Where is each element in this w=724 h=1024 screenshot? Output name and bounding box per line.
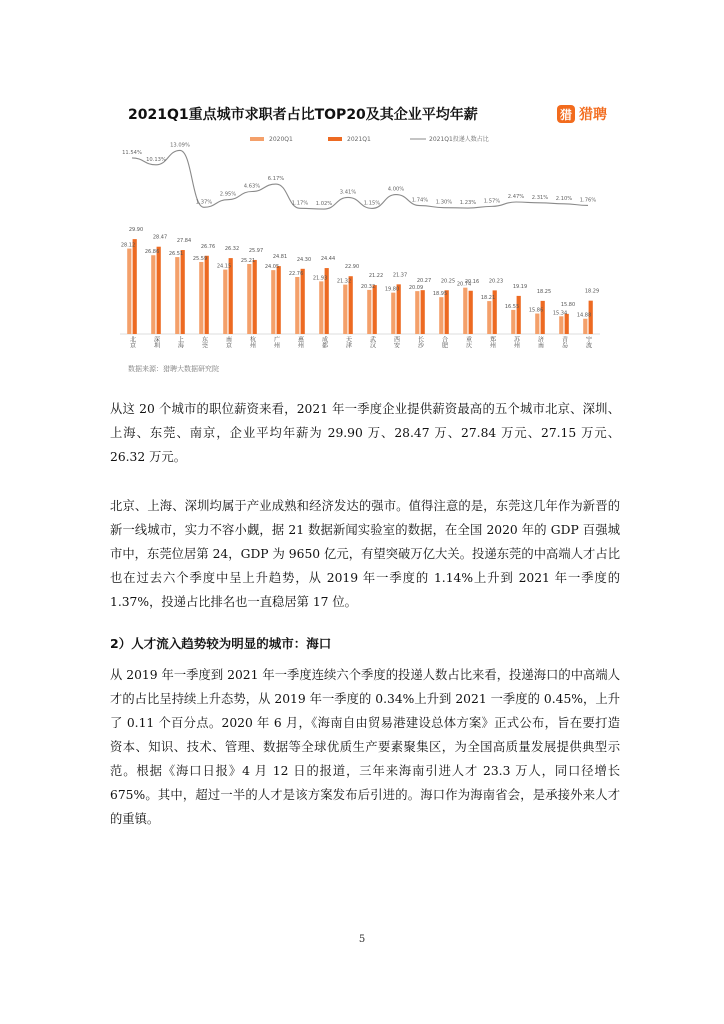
category-label: 惠州	[296, 336, 304, 348]
bar-label-2021: 21.22	[368, 273, 384, 280]
bar-2020	[319, 281, 323, 334]
category-label: 北京	[128, 336, 136, 348]
bar-2020	[295, 277, 299, 334]
share-label: 1.37%	[195, 199, 213, 206]
bar-label-2020: 25.59	[192, 255, 208, 262]
category-label: 杭州	[248, 336, 256, 348]
brand	[557, 104, 607, 124]
bar-label-2021: 26.76	[200, 243, 216, 250]
bar-2021	[253, 260, 257, 334]
category-label: 宁波	[584, 336, 592, 348]
salary-share-chart	[110, 128, 610, 364]
legend-swatch-1	[328, 137, 342, 141]
bar-label-2020: 14.88	[576, 312, 592, 319]
bar-2021	[277, 266, 281, 334]
bar-2021	[469, 291, 473, 334]
bar-label-2020: 21.32	[336, 278, 352, 285]
category-label: 长沙	[416, 336, 424, 348]
category-label: 武汉	[368, 336, 376, 348]
bar-2020	[535, 314, 539, 334]
category-label: 东莞	[200, 336, 208, 348]
share-label: 3.41%	[339, 189, 357, 196]
category-label: 天津	[344, 336, 352, 348]
paragraph-dongguan: 北京、上海、深圳均属于产业成熟和经济发达的强市。值得注意的是，东莞这几年作为新晋的新一线城市，实力不容小觑，据 21 数据新闻实验室的数据，在全国 2020 年的 GDP 百强城市中，东莞位居第 24，GDP 为 9650 亿元，有望突破万亿大关。投递东莞的中高端人才占比也在过去六个季度中呈上升趋势，从 2019 年一季度的 1.14%上升到 2021 年一季度的 1.37%，投递占比排名也一直稳居第 17 位。	[110, 499, 620, 609]
share-label: 1.30%	[435, 199, 453, 206]
liepin-logo-icon: 猎	[557, 105, 575, 123]
bar-label-2021: 29.90	[128, 227, 144, 234]
bar-label-2021: 24.81	[272, 254, 288, 261]
bar-label-2020: 22.76	[288, 270, 304, 277]
category-label: 西安	[392, 336, 400, 348]
bar-label-2020: 18.21	[480, 295, 496, 302]
bar-2020	[487, 301, 491, 334]
chart-source: 数据来源：猎聘大数据研究院	[128, 365, 219, 373]
bar-label-2020: 25.21	[240, 257, 256, 264]
legend-swatch-0	[250, 137, 264, 141]
bar-2021	[541, 301, 545, 334]
category-label: 郑州	[488, 336, 496, 348]
page-number: 5	[358, 934, 366, 945]
category-label: 广州	[272, 336, 280, 348]
bar-label-2021: 28.47	[152, 234, 168, 241]
bar-label-2021: 27.84	[176, 238, 192, 245]
bar-label-2021: 21.37	[392, 272, 408, 279]
share-label: 1.57%	[483, 198, 501, 205]
paragraph-salary: 从这 20 个城市的职位薪资来看，2021 年一季度企业提供薪资最高的五个城市北京、深圳、上海、东莞、南京，企业平均年薪为 29.90 万、28.47 万、27.84 万元、27.15 万元、26.32 万元。	[110, 402, 620, 464]
bar-2020	[559, 316, 563, 334]
share-label: 10.13%	[146, 156, 166, 163]
bar-label-2020: 16.55	[504, 303, 520, 310]
paragraph-haikou: 从 2019 年一季度到 2021 年一季度连续六个季度的投递人数占比来看，投递海口的中高端人才的占比呈持续上升态势，从 2019 年一季度的 0.34%上升到 2021 一季度的 0.45%，上升了 0.11 个百分点。2020 年 6 月，《海南自由贸易港建设总体方案》正式公布，旨在要打造资本、知识、技术、管理、数据等全球优质生产要素聚集区，为全国高质量发展提供典型示范。根据《海口日报》4 月 12 日的报道，三年来海南引进人才 23.3 万人，同口径增长 675%。其中，超过一半的人才是该方案发布后引进的。海口作为海南省会，是承接外来人才的重镇。	[110, 668, 620, 826]
bar-2020	[271, 270, 275, 334]
bar-2020	[199, 262, 203, 334]
bar-label-2020: 24.15	[216, 263, 232, 270]
bar-label-2021: 20.25	[440, 278, 456, 285]
bar-2021	[157, 247, 161, 334]
share-label: 1.76%	[579, 197, 597, 204]
bar-2020	[151, 255, 155, 334]
bar-label-2021: 19.19	[512, 283, 528, 290]
category-label: 济南	[536, 336, 544, 348]
bar-label-2021: 22.90	[344, 264, 360, 271]
bar-2021	[133, 239, 137, 334]
category-label: 成都	[320, 336, 328, 348]
bar-label-2021: 24.44	[320, 256, 336, 263]
bar-label-2020: 28.12	[120, 242, 136, 249]
bar-2020	[583, 319, 587, 334]
section-heading-haikou: 2）人才流入趋势较为明显的城市：海口	[110, 636, 332, 651]
share-label: 13.09%	[170, 142, 190, 149]
bar-2020	[463, 288, 467, 334]
category-label: 上海	[176, 336, 184, 348]
legend-label-1: 2021Q1	[347, 136, 371, 143]
bar-2021	[349, 276, 353, 334]
bar-label-2020: 24.05	[264, 264, 280, 271]
bar-2020	[343, 285, 347, 334]
bar-label-2020: 19.80	[384, 286, 400, 293]
bar-2020	[127, 249, 131, 334]
bar-2021	[181, 250, 185, 334]
bar-label-2021: 20.16	[464, 278, 480, 285]
bar-label-2020: 20.74	[456, 281, 472, 288]
bar-2020	[175, 257, 179, 334]
bar-label-2020: 20.09	[408, 285, 424, 292]
bar-2020	[391, 293, 395, 334]
bar-label-2021: 15.80	[560, 301, 576, 308]
category-label: 合肥	[440, 336, 448, 348]
legend-label-2: 2021Q1投递人数占比	[429, 136, 489, 143]
category-label: 南京	[224, 336, 232, 348]
bar-label-2021: 20.27	[416, 278, 432, 285]
bar-label-2021: 26.32	[224, 246, 240, 253]
bar-2020	[511, 310, 515, 334]
bar-label-2020: 20.32	[360, 283, 376, 290]
share-label: 1.15%	[363, 200, 381, 207]
category-label: 深圳	[152, 336, 160, 348]
share-label: 1.23%	[459, 200, 477, 207]
bar-label-2021: 24.30	[296, 256, 312, 263]
category-label: 重庆	[464, 336, 472, 348]
bar-label-2020: 26.51	[168, 251, 184, 258]
share-label: 1.17%	[291, 200, 309, 207]
bar-label-2021: 25.97	[248, 247, 264, 254]
bar-2021	[517, 296, 521, 334]
category-label: 苏州	[512, 336, 520, 348]
bar-2020	[247, 264, 251, 334]
share-label: 2.95%	[219, 191, 237, 198]
bar-label-2020: 15.86	[528, 307, 544, 314]
chart-title: 2021Q1重点城市求职者占比TOP20及其企业平均年薪	[128, 107, 478, 123]
share-label: 1.74%	[411, 197, 429, 204]
bar-label-2021: 18.29	[584, 288, 600, 295]
bar-2020	[223, 270, 227, 334]
bar-2021	[301, 269, 305, 334]
bar-2021	[421, 290, 425, 334]
share-label: 4.00%	[387, 186, 405, 193]
bar-label-2020: 15.34	[552, 310, 568, 317]
bar-2021	[373, 285, 377, 334]
bar-label-2021: 20.23	[488, 278, 504, 285]
share-label: 6.17%	[267, 176, 285, 183]
share-label: 4.63%	[243, 183, 261, 190]
bar-label-2020: 26.86	[144, 249, 160, 256]
share-label: 2.31%	[531, 194, 549, 201]
category-label: 青岛	[560, 336, 568, 348]
share-label: 11.54%	[122, 149, 142, 156]
bar-2021	[565, 314, 569, 334]
share-label: 2.47%	[507, 194, 525, 201]
share-label: 2.10%	[555, 195, 573, 202]
bar-label-2021: 18.25	[536, 288, 552, 295]
bar-label-2020: 18.95	[432, 291, 448, 298]
legend-label-0: 2020Q1	[269, 136, 293, 143]
bar-2020	[415, 291, 419, 334]
share-label: 1.02%	[315, 201, 333, 208]
bar-2020	[367, 290, 371, 334]
bar-2020	[439, 297, 443, 334]
brand-name: 猎聘	[579, 107, 607, 123]
bar-2021	[205, 256, 209, 334]
bar-label-2020: 21.93	[312, 275, 328, 282]
